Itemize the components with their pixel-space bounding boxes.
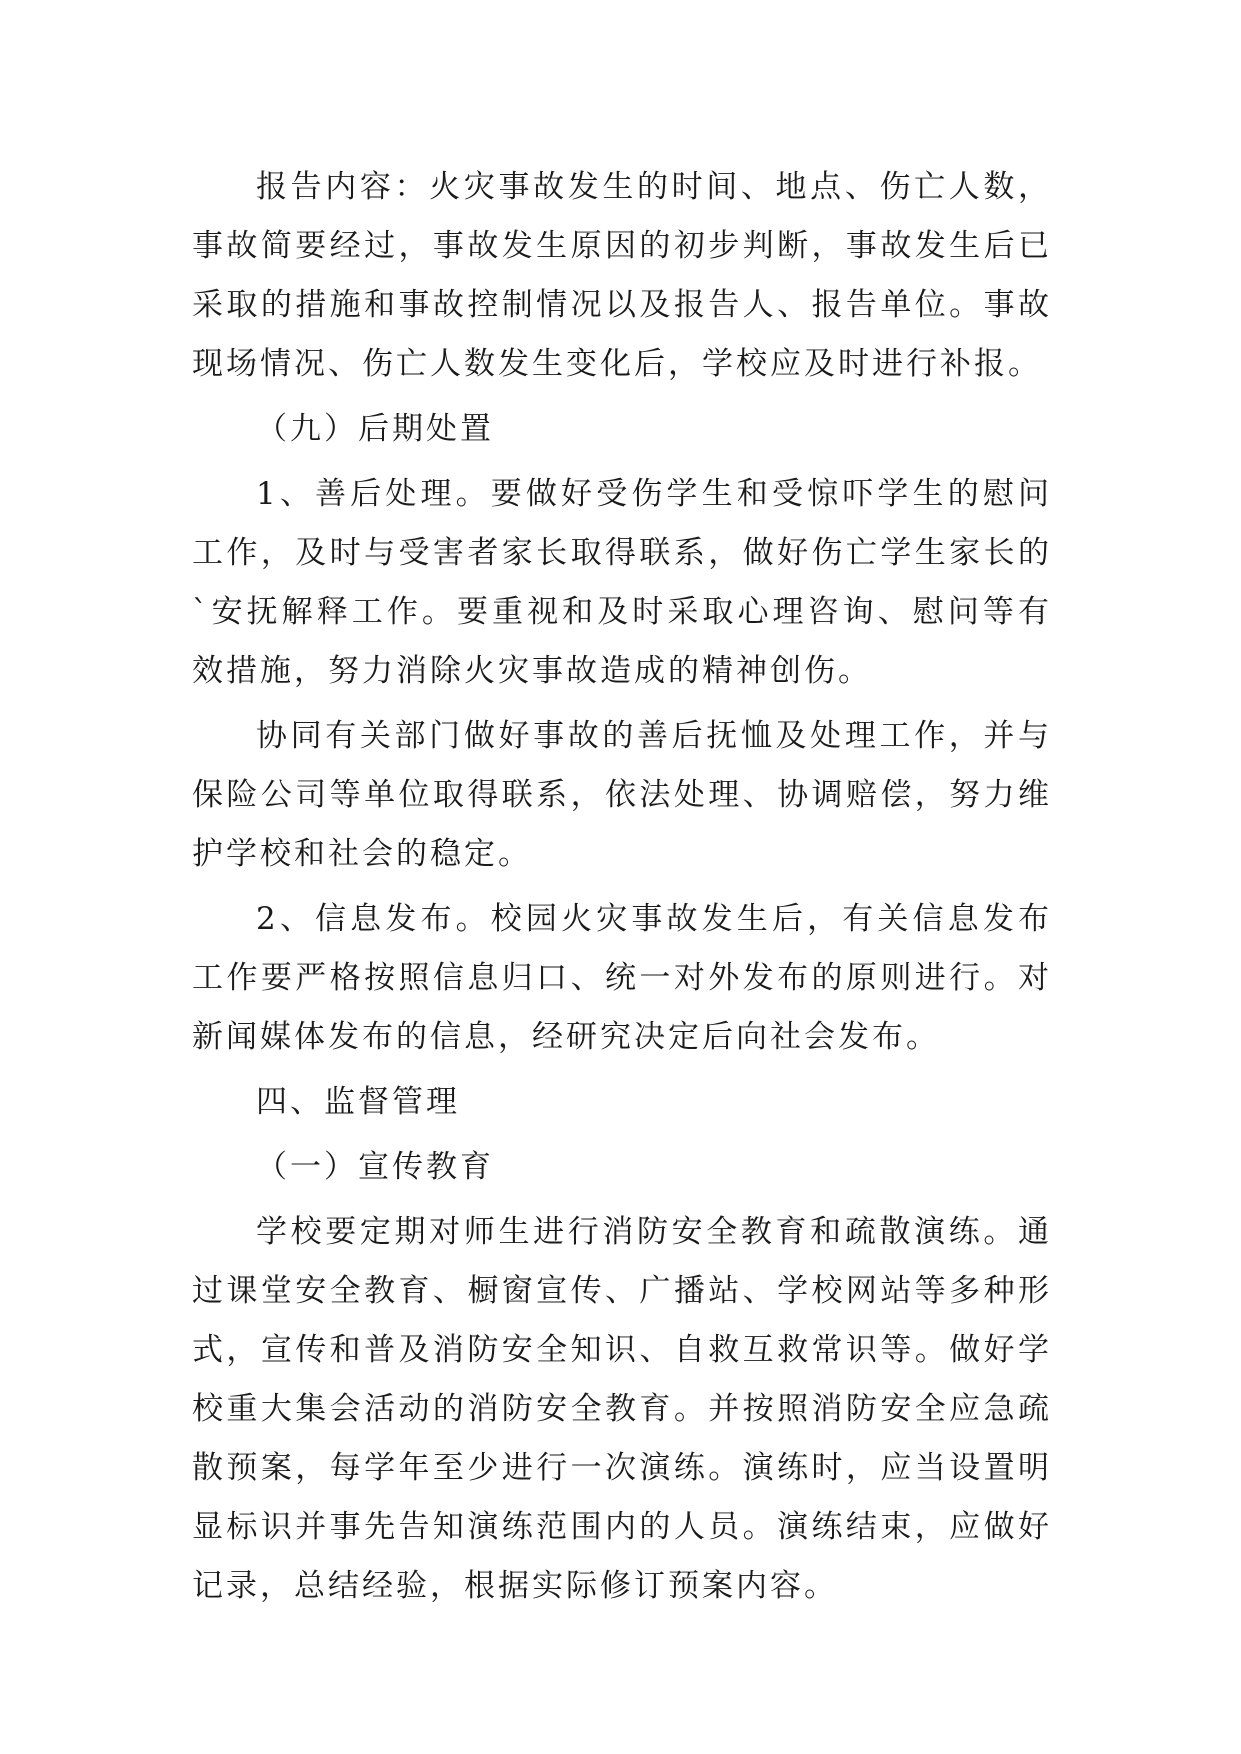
section-heading-supervision: 四、监督管理 <box>256 1084 460 1120</box>
section-heading-education: （一）宣传教育 <box>256 1149 494 1185</box>
paragraph-coordination: 协同有关部门做好事故的善后抚恤及处理工作，并与保险公司等单位取得联系，依法处理、协调赔偿，努力维护学校和社会的稳定。 <box>192 718 1052 872</box>
document-body <box>192 158 1052 1622</box>
paragraph-aftercare: 1、善后处理。要做好受伤学生和受惊吓学生的慰问工作，及时与受害者家长取得联系，做好伤亡学生家长的`安抚解释工作。要重视和及时采取心理咨询、慰问等有效措施，努力消除火灾事故造成的精神创伤。 <box>192 476 1052 689</box>
section-heading-aftermath: （九）后期处置 <box>256 411 494 447</box>
paragraph-report-content: 报告内容：火灾事故发生的时间、地点、伤亡人数，事故简要经过，事故发生原因的初步判断，事故发生后已采取的措施和事故控制情况以及报告人、报告单位。事故现场情况、伤亡人数发生变化后，学校应及时进行补报。 <box>192 169 1052 382</box>
paragraph-information-release: 2、信息发布。校园火灾事故发生后，有关信息发布工作要严格按照信息归口、统一对外发布的原则进行。对新闻媒体发布的信息，经研究决定后向社会发布。 <box>192 901 1052 1055</box>
paragraph-education: 学校要定期对师生进行消防安全教育和疏散演练。通过课堂安全教育、橱窗宣传、广播站、学校网站等多种形式，宣传和普及消防安全知识、自救互救常识等。做好学校重大集会活动的消防安全教育。并按照消防安全应急疏散预案，每学年至少进行一次演练。演练时，应当设置明显标识并事先告知演练范围内的人员。演练结束，应做好记录，总结经验，根据实际修订预案内容。 <box>192 1214 1052 1604</box>
